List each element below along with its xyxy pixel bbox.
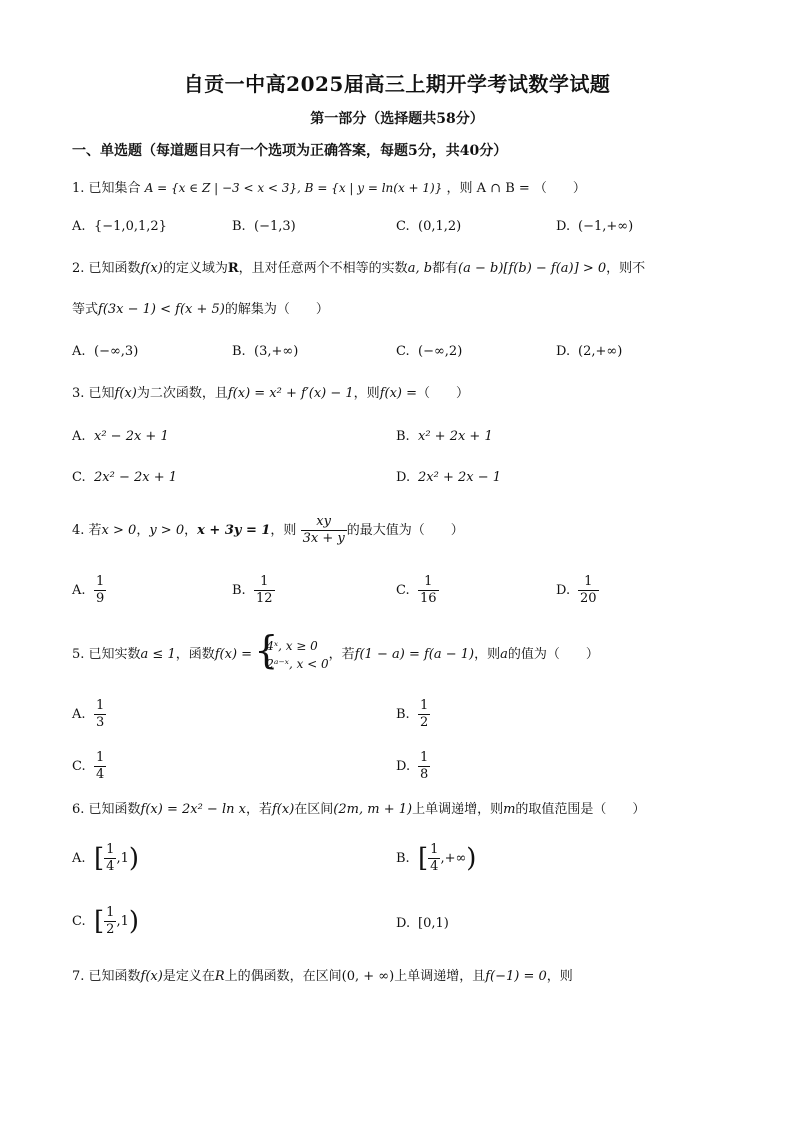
q3-option-d: D. 2x² + 2x − 1: [396, 470, 502, 485]
q6-option-a: A. [ $\frac{1}{4}$ ,1): [72, 842, 139, 874]
question-2-line-2: 等式f(3x − 1) < f(x + 5)的解集为（ ）: [72, 302, 329, 317]
q6-option-c: C. [ $\frac{1}{2}$ ,1): [72, 905, 139, 937]
question-7: 7. 已知函数f(x)是定义在R上的偶函数，在区间(0, + ∞)上单调递增，且f(−1) = 0，则: [72, 969, 573, 984]
q3-option-a: A. x² − 2x + 1: [72, 429, 169, 444]
q2-option-a: A. (−∞,3): [72, 344, 139, 359]
q4-option-d: D. $\frac{1}{20}$: [556, 574, 597, 606]
q5-piecewise: { 4ˣ, x ≥ 0 2ᵃ⁻ˣ, x < 0: [256, 637, 328, 673]
q3-option-b: B. x² + 2x + 1: [396, 429, 493, 444]
q5-option-c: C. $\frac{1}{4}$: [72, 750, 105, 782]
exam-title: 自贡一中高2025届高三上期开学考试数学试题: [183, 72, 611, 96]
q4-option-c: C. $\frac{1}{16}$: [396, 574, 437, 606]
section-heading: 一、单选题（每道题目只有一个选项为正确答案，每题5分，共40分）: [72, 143, 508, 159]
q1-option-c: C. (0,1,2): [396, 219, 462, 234]
q4-fraction: $\frac{xy}{3x + y}$: [302, 514, 345, 546]
q6-option-d: D. [0,1): [396, 916, 449, 931]
q1-option-b: B. (−1,3): [232, 219, 296, 234]
q1-sets: A = {x ∈ Z | −3 < x < 3}, B = {x | y = ln(x + 1)}: [144, 181, 443, 195]
q2-option-d: D. (2,+∞): [556, 344, 623, 359]
q4-option-b: B. $\frac{1}{12}$: [232, 574, 273, 606]
q2-option-c: C. (−∞,2): [396, 344, 463, 359]
question-2-line-1: 2. 已知函数f(x)的定义域为R，且对任意两个不相等的实数a, b都有(a − b)[f(b) − f(a)] > 0，则不: [72, 261, 646, 276]
question-1: [72, 178, 586, 199]
q1-stem: 1. 已知集合: [72, 181, 141, 196]
q5-option-d: D. $\frac{1}{8}$: [396, 750, 429, 782]
part-subtitle: 第一部分（选择题共58分）: [310, 111, 484, 127]
question-3: 3. 已知f(x)为二次函数，且f(x) = x² + f′(x) − 1，则f(x) =（ ）: [72, 386, 470, 401]
q4-option-a: A. $\frac{1}{9}$: [72, 574, 105, 606]
q3-option-c: C. 2x² − 2x + 1: [72, 470, 178, 485]
question-5: 5. 已知实数a ≤ 1，函数f(x) = { 4ˣ, x ≥ 0 2ᵃ⁻ˣ, x < 0 ，若f(1 − a) = f(a − 1)，则a的值为（ ）: [72, 636, 599, 674]
q5-option-a: A. $\frac{1}{3}$: [72, 698, 105, 730]
q1-stem-end: ，则 A ∩ B = （ ）: [446, 181, 586, 196]
q1-option-a: A. {−1,0,1,2}: [72, 219, 167, 234]
q6-option-b: B. [ $\frac{1}{4}$ ,+∞): [396, 842, 477, 874]
q5-option-b: B. $\frac{1}{2}$: [396, 698, 429, 730]
q1-option-d: D. (−1,+∞): [556, 219, 634, 234]
question-6: 6. 已知函数f(x) = 2x² − ln x，若f(x)在区间(2m, m + 1)上单调递增，则m的取值范围是（ ）: [72, 802, 646, 817]
question-4: 4. 若x > 0，y > 0，x + 3y = 1，则 $\frac{xy}{3x + y}$ 的最大值为（ ）: [72, 514, 464, 546]
q2-option-b: B. (3,+∞): [232, 344, 299, 359]
